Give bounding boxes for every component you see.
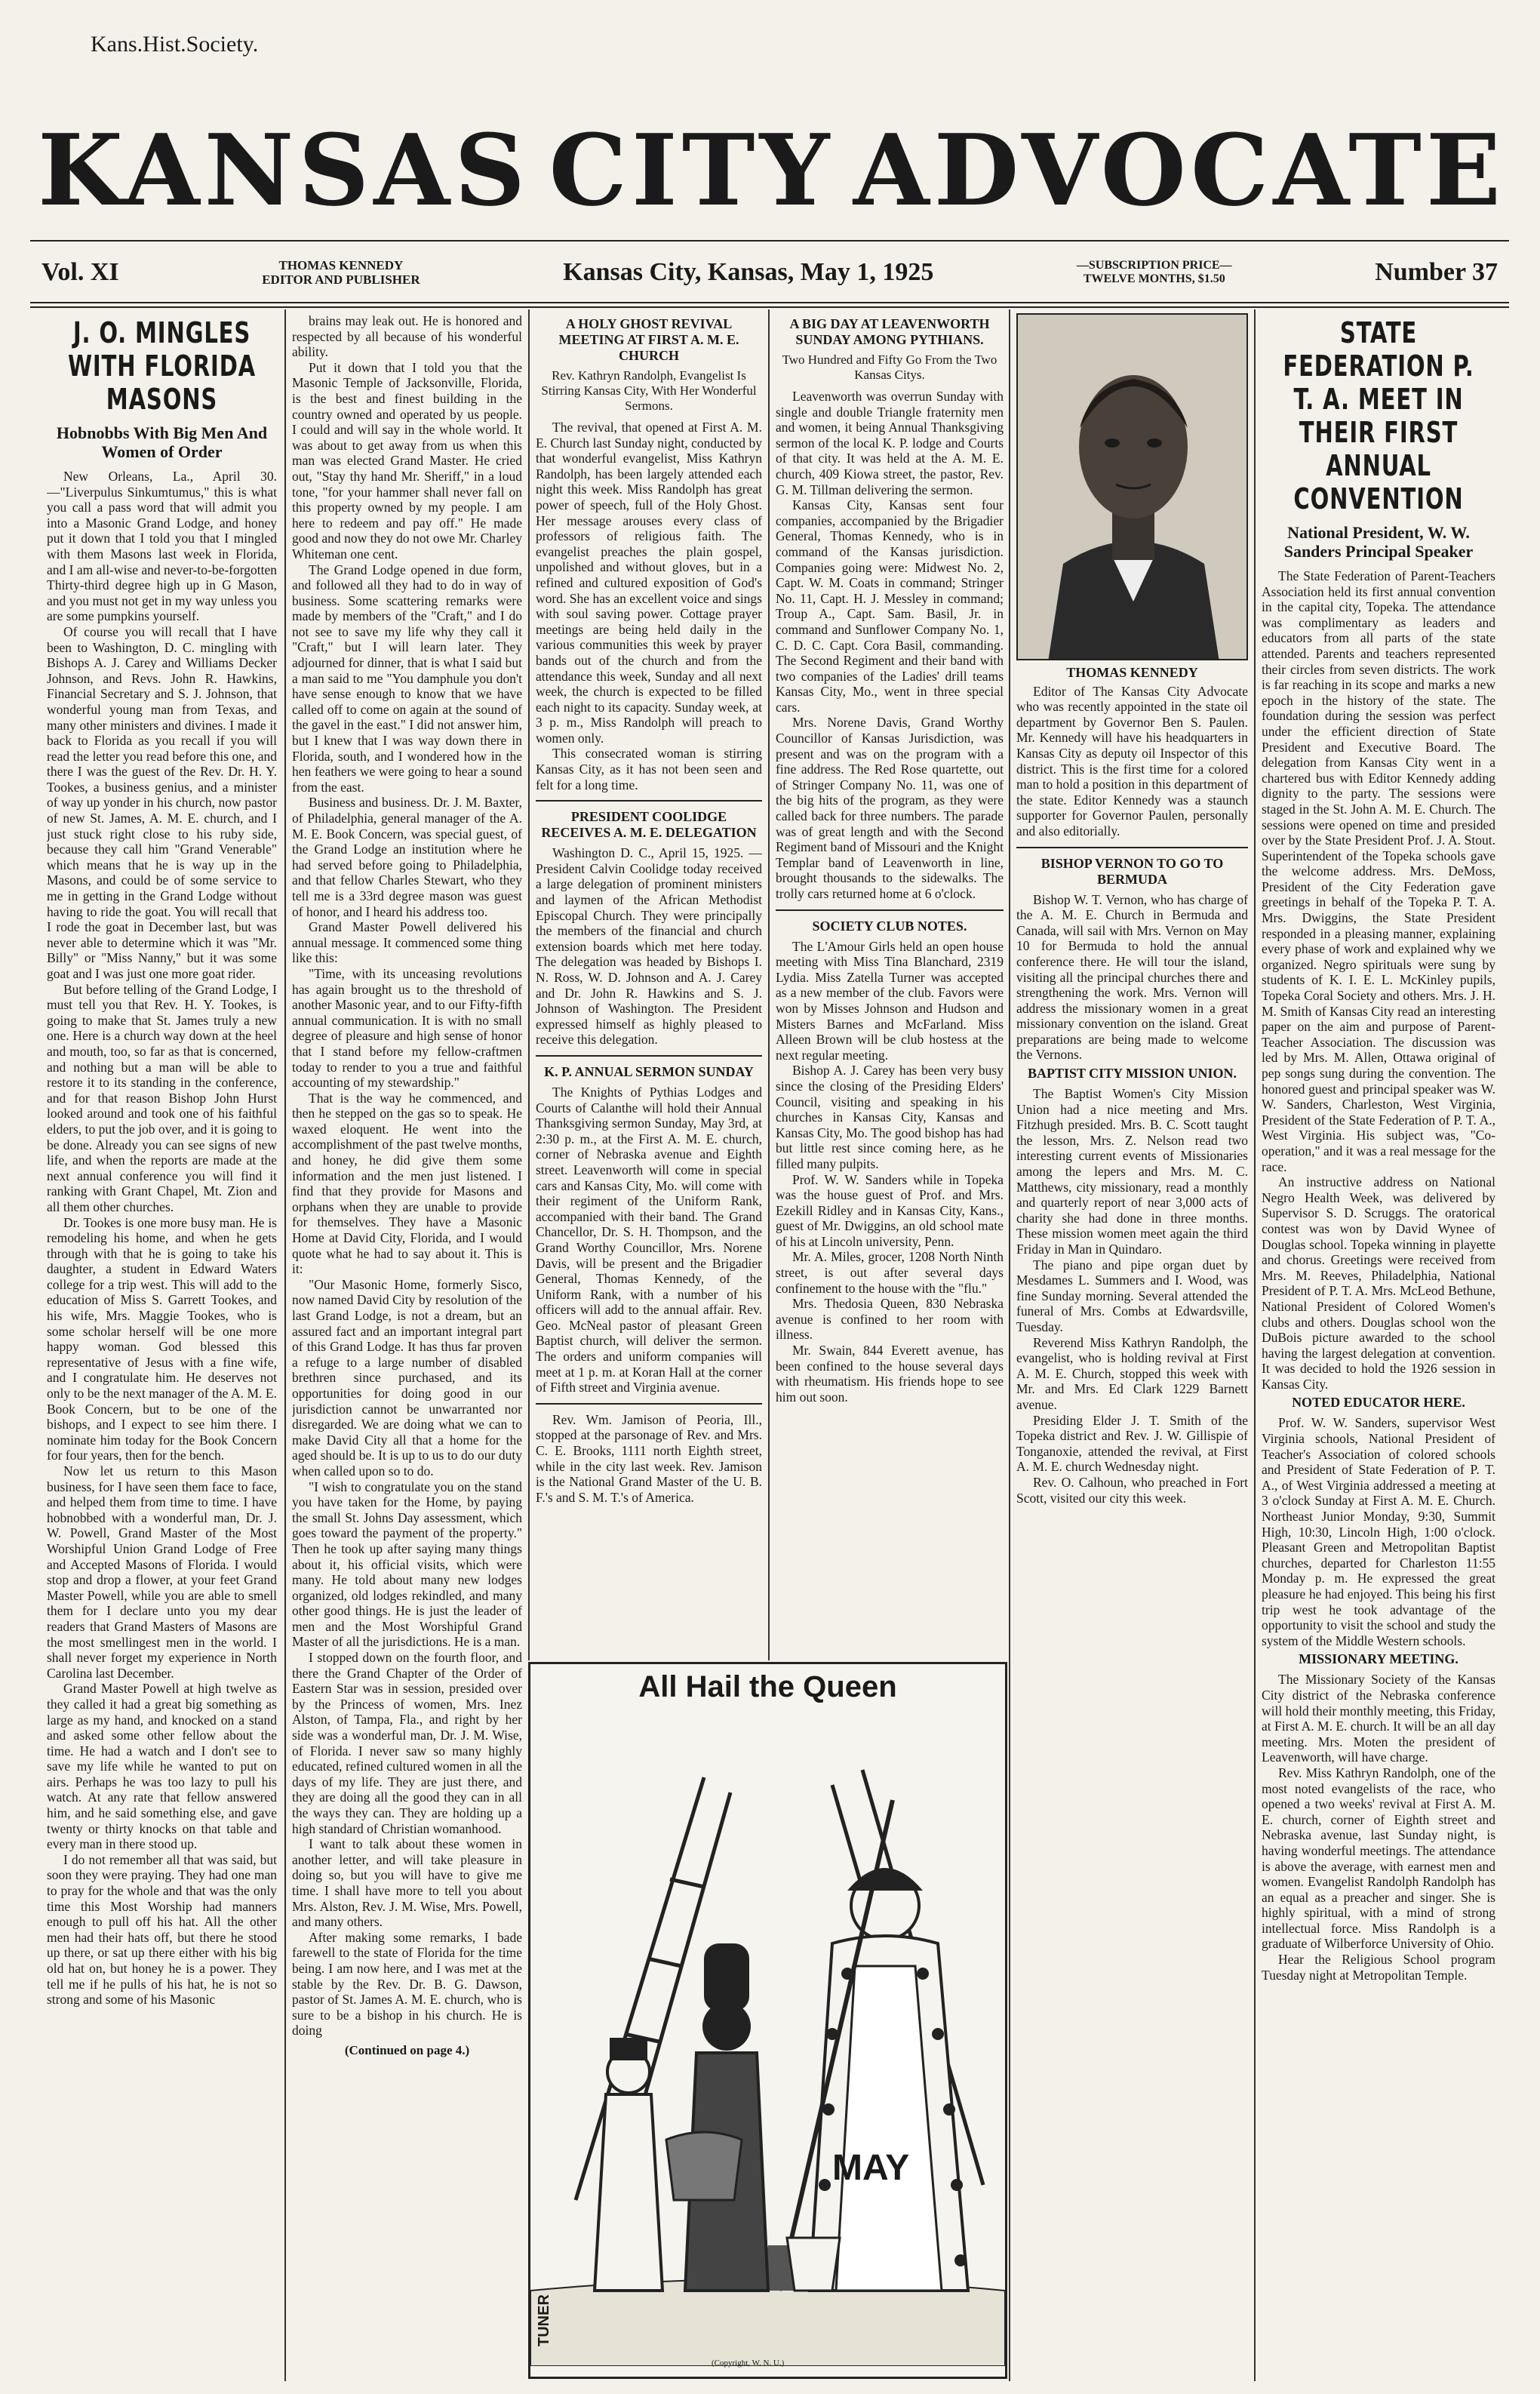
headline-baptist-union: BAPTIST CITY MISSION UNION. bbox=[1027, 1066, 1237, 1082]
masthead-word-kansas: KANSAS bbox=[38, 112, 530, 228]
headline-bishop-vernon: BISHOP VERNON TO GO TO BERMUDA bbox=[1040, 855, 1224, 887]
article-paragraph: I want to talk about these women in another letter, and will take pleasure in doing so, but you will have to give me time. I shall have more to tell you about Mrs. Alston, Rev. J. M. Wise, Mrs. Powell, and many others. bbox=[292, 1836, 522, 1930]
headline-leavenworth: A BIG DAY AT LEAVENWORTH SUNDAY AMONG PYTHIANS. bbox=[789, 316, 990, 347]
article-paragraph: Grand Master Powell delivered his annual message. It commenced some thing like this: bbox=[292, 919, 522, 966]
editor-block bbox=[262, 258, 420, 287]
article-paragraph: The revival, that opened at First A. M. E. Church last Sunday night, conducted by that wonderful evangelist, Miss Kathryn Randolph, has been largely attended each night this week. Miss Randolph has great power of speech, full of the Holy Ghost. Her message arouses every class of professors of religious faith. The evangelist preaches the plain gospel, unpolished and without gloves, but in a refined and cultured exposition of God's word. She has an excellent voice and sings with soul saving power. Cottage prayer meetings are being held daily in the various communities this week by prayer bands out of the church and from the attendance this week, Sunday and all next week, the church is expected to be filled each night to its capacity. Sunday week, at 3 p. m., Miss Randolph will preach to women only. bbox=[536, 420, 762, 746]
article-paragraph: The piano and pipe organ duet by Mesdames L. Summers and I. Wood, was fine Sunday morning. Several attended the funeral of Mrs. Combs at Edwardsville, Tuesday. bbox=[1016, 1257, 1248, 1334]
article-paragraph: Presiding Elder J. T. Smith of the Topeka district and Rev. J. W. Gillispie of Tonganoxie, attended the revival, at First A. M. E. church Wednesday night. bbox=[1016, 1412, 1248, 1475]
editor-name: THOMAS KENNEDY bbox=[278, 258, 404, 272]
article-paragraph: I do not remember all that was said, but soon they were praying. They had one man to pray for the whole and that was the only time this Most Worship had manners enough to pull off his hat. All the other men had their hats off, but there he stood up there, or sat up there either with his big old hat on, but honey he is a power. They tell me if he pulls of his hat, he is not so strong and some of his Masonic bbox=[47, 1851, 277, 2008]
article-paragraph: Prof. W. W. Sanders while in Topeka was the house guest of Prof. and Mrs. Ezekill Ridley and in Kansas City, Kans., guest of Mr. Dwiggins, an old school mate of his at Lincoln university, Penn. bbox=[776, 1171, 1004, 1249]
story-rule bbox=[536, 800, 762, 802]
subhead-revival: Rev. Kathryn Randolph, Evangelist Is Stirring Kansas City, With Her Wonderful Sermons. bbox=[541, 368, 757, 413]
article-paragraph: I stopped down on the fourth floor, and there the Grand Chapter of the Order of Eastern Star was in session, presided over by the Princess of women, Mrs. Inez Alston, of Tampa, Fla., and right by her side was a wonderful man, Dr. J. M. Wise, of Florida. I never saw so many highly educated, refined cultured women in all the days of my life. They are just there, and they are doing all the good they can in all the ways they can. They are holding up a high standard of Christian womanhood. bbox=[292, 1650, 522, 1836]
column-6 bbox=[1262, 313, 1495, 2385]
subscription-block bbox=[1077, 259, 1232, 286]
masthead-word-advocate: ADVOCATE bbox=[853, 112, 1505, 228]
headline-coolidge: PRESIDENT COOLIDGE RECEIVES A. M. E. DELEGATION bbox=[541, 809, 757, 841]
continued-note: (Continued on page 4.) bbox=[344, 2042, 470, 2057]
column-divider bbox=[528, 309, 530, 1660]
article-paragraph: The Knights of Pythias Lodges and Courts of Calanthe will hold their Annual Thanksgiving sermon Sunday, May 3rd, at 2:30 p. m., at the First A. M. E. church, corner of Nebraska avenue and Eighth street. Leavenworth will come in special cars and Kansas City, Mo. will come with their regiment of the Uniform Rank, accompanied with their band. The Grand Chancellor, Dr. S. H. Thompson, and the Grand Worthy Councillor, Mrs. Norene Davis, will be present and the Brigadier General, Thomas Kennedy, of the Uniform Rank, with a number of his officers will add to the annual affair. Rev. Geo. McNeal pastor of pleasant Green Baptist church, will deliver the sermon. The orders and uniform companies will meet at 1 p. m. at Koran Hall at the corner of Fifth street and Virginia avenue. bbox=[536, 1084, 762, 1395]
article-paragraph: Rev. Miss Kathryn Randolph, one of the most noted evangelists of the race, who opened a two weeks' revival at First A. M. E. church, corner of Eighth street and Nebraska avenue, last Sunday night, is having wonderful meetings. The attendance is above the average, with earnest men and women. Evangelist Randolph Randolph has an equal as a preacher and singer. She is highly spiritual, with a mind of strong intellectual force. Miss Randolph is a graduate of Wilberforce University of Ohio. bbox=[1262, 1765, 1495, 1952]
article-paragraph: The State Federation of Parent-Teachers Association held its first annual convention in the capital city, Topeka. The attendance was complimentary as leaders and educators from all parts of the state attended. Parents and teachers represented their circles from seven districts. The work is far reaching in its scope and marks a new epoch in the history of the state. The foundation during the session was perfect under the efficient direction of State President and Executive Board. The delegation from Kansas City went in a chartered bus with Editor Kennedy adding dignity to the party. The sessions were staged in the St. John A. M. E. Church. The sessions were opened on time and presided over by the State President Prof. J. A. Stout. Superintendent of the Topeka schools gave the welcome address. Mrs. DeMoss, President of the City Federation gave greetings in behalf of the Topeka P. T. A. Mrs. Dwiggins, the State President responded in a pleasing manner, explaining every phase of work and explained why we organized. Negro spirituals were sung by students of K. I. E. L. McKinley pupils, Topeka Coral Society and others. Mrs. J. H. M. Smith of Kansas City read an interesting paper on the aim and purpose of Parent-Teacher Association. The discussion was led by Mrs. M. Allen, Ottawa original of pep songs sung during the convention. The honored guest and principal speaker was W. W. Sanders, Charleston, West Virginia, President of the State Federation of P. T. A., West Virginia. His subject was, "Co-operation," and it was a real message for the race. bbox=[1262, 568, 1495, 1174]
article-paragraph: Dr. Tookes is one more busy man. He is remodeling his home, and when he gets through with that he is going to take his daughter, a student in Edward Waters college for a trip west. This will add to the education of Miss S. Garrett Tookes, and his wife, Mrs. Maggie Tookes, who is some scholar herself will be one more happy woman. God blessed this representative of Jesus with a fine wife, and I congratulate him. He deserves not only to be the next manager of the A. M. E. Book Concern, but to be one of the bishops, and I expect to see him there. I nominate him today for the Book Concern for four years, then for the bench. bbox=[47, 1214, 277, 1463]
story-rule bbox=[536, 1055, 762, 1057]
column-1 bbox=[47, 313, 277, 2385]
cartoon-illustration bbox=[530, 1717, 1005, 2366]
article-paragraph: Rev. O. Calhoun, who preached in Fort Scott, visited our city this week. bbox=[1016, 1474, 1248, 1506]
article-paragraph: New Orleans, La., April 30.—"Liverpulus Sinkumtumus," this is what you call a pass word that will admit you into a Masonic Grand Lodge, and honey put it down that I told you that I mingled with them Masons last week in Florida, and I am all-wise and never-to-be-forgotten Thirty-third degree high up in G Mason, and you must not get in my way unless you are some pumpkins yourself. bbox=[47, 469, 277, 624]
subscription-price: TWELVE MONTHS, $1.50 bbox=[1083, 272, 1225, 285]
headline-noted-educator: NOTED EDUCATOR HERE. bbox=[1292, 1395, 1465, 1411]
article-paragraph: Kansas City, Kansas sent four companies, accompanied by the Brigadier General, Thomas Kennedy, who is in command of the Kansas jurisdiction. Companies going were: Midwest No. 2, Capt. W. M. Coats in command; Stringer No. 11, Capt. H. J. Messley in command; Troup A., Capt. Sam. Basil, Jr. in command and Sunflower Company No. 1, C. D. C. Capt. Cora Basil, commanding. The Second Regiment and their band with two companies of the Ladies' drill teams Kansas City, Mo., went in three special cars. bbox=[776, 497, 1004, 715]
issue-number: Number 37 bbox=[1375, 258, 1498, 286]
article-paragraph: Now let us return to this Mason business, for I have seen them face to face, and helped them from time to time. I have hobnobbed with a wonderful man, Dr. J. W. Powell, Grand Master of the Most Worshipful Union Grand Lodge of Free and Accepted Masons of Florida. I would stop and drop a flower, at your feet Grand Master Powell, while you are able to smell them for I declare unto you my dear readers that Grand Masters of Masons are the most smellingest men in the world. I shall never forget my experience in North Carolina last December. bbox=[47, 1463, 277, 1681]
article-paragraph: Leavenworth was overrun Sunday with single and double Triangle fraternity men and women, it being Annual Thanksgiving sermon of the local K. P. lodge and Courts of that city. It was held at the A. M. E. church, 409 Kiowa street, the pastor, Rev. G. M. Tillman delivering the sermon. bbox=[776, 389, 1004, 497]
headline-pta: STATE FEDERATION P. T. A. MEET IN THEIR FIRST ANNUAL CONVENTION bbox=[1283, 316, 1474, 515]
article-paragraph: "Our Masonic Home, formerly Sisco, now named David City by resolution of the last Grand Lodge, is not a dream, but an assured fact and an important integral part of this Grand Lodge. It has thus far proven a refuge to a large number of disabled brethren since purchased, and its opportunities for doing good in our jurisdiction cannot be unwarranted nor disregarded. We are doing what we can to make David City all that a home for the aged should be. It is up to us to do our duty when called upon so to do. bbox=[292, 1276, 522, 1479]
article-paragraph: Mrs. Thedosia Queen, 830 Nebraska avenue is confined to her room with illness. bbox=[776, 1296, 1004, 1343]
library-stamp: Kans.Hist.Society. bbox=[91, 32, 259, 57]
cartoon-copyright: (Copyright, W. N. U.) bbox=[712, 2359, 785, 2368]
article-paragraph: This consecrated woman is stirring Kansas City, as it has not been seen and felt for a long time. bbox=[536, 746, 762, 792]
article-paragraph: Hear the Religious School program Tuesday night at Metropolitan Temple. bbox=[1262, 1952, 1495, 1983]
article-paragraph: Of course you will recall that I have been to Washington, D. C. mingling with Bishops A. J. Carey and Williams Decker Johnson, and Revs. John R. Hawkins, Financial Secretary and S. J. Johnson, that wonderful young man from Texas, and many other ministers and divines. I made it back to Florida as you recall if you will read the letter you read before this one, and there I was the guest of the Rev. Dr. H. Y. Tookes, a business genius, and a minister of way up yonder in his church, now pastor of new St. James, A. M. E. church, and I just stuck right close to his ruby side, because they call him "Grand Venerable" which means that he is way up in the Masons, and could be of some service to me in getting in the Grand Lodge without having to ride the goat. You will recall that I rode the goat in December last, but was never able to determine which it was "Mr. Billy" or "Miss Nanny," but it was some goat and I was just one more goat rider. bbox=[47, 623, 277, 981]
subscription-heading: —SUBSCRIPTION PRICE— bbox=[1076, 259, 1232, 272]
story-rule bbox=[536, 1403, 762, 1405]
cartoon-may-label: MAY bbox=[832, 2148, 910, 2188]
article-paragraph: Bishop A. J. Carey has been very busy since the closing of the Presiding Elders' Council, visiting and speaking in his churches in Kansas City, Kansas and Kansas City, Mo. The good bishop has had but little rest since coming here, as he filled many pulpits. bbox=[776, 1063, 1004, 1171]
column-divider bbox=[284, 309, 286, 2381]
story-rule bbox=[1016, 847, 1248, 848]
column-2 bbox=[292, 313, 522, 2385]
article-paragraph: Business and business. Dr. J. M. Baxter, of Philadelphia, general manager of the A. M. E. Book Concern, was special guest, of the Grand Lodge an institution where he had served before going to Philadelphia, and that fellow Charles Stewart, who they tell me is a 33rd degree mason was guest of honor, and I heard his address too. bbox=[292, 795, 522, 919]
cartoon-title: All Hail the Queen bbox=[638, 1670, 897, 1703]
article-paragraph: Washington D. C., April 15, 1925. —President Calvin Coolidge today received a large delegation of prominent ministers and laymen of the African Methodist Episcopal Church. They were principally the members of the financial and church extension boards which met here today. The delegation was headed by Bishops I. N. Ross, W. D. Johnson and A. J. Carey and Dr. John R. Hawkins and S. J. Johnson of Washington. The President expressed himself as highly pleased to receive this delegation. bbox=[536, 845, 762, 1048]
deck-masons: Hobnobbs With Big Men And Women of Order bbox=[56, 423, 268, 461]
issue-info-rule bbox=[30, 302, 1509, 308]
article-paragraph: Rev. Wm. Jamison of Peoria, Ill., stopped at the parsonage of Rev. and Mrs. C. E. Brooks, 1111 north Eighth street, while in the city last week. Rev. Jamison is the National Grand Master of the U. B. F.'s and S. M. T.'s of America. bbox=[536, 1411, 762, 1505]
portrait-photo bbox=[1016, 313, 1248, 660]
issue-info-bar bbox=[41, 249, 1498, 296]
headline-kp-sermon: K. P. ANNUAL SERMON SUNDAY bbox=[544, 1063, 754, 1079]
headline-society: SOCIETY CLUB NOTES. bbox=[812, 918, 967, 934]
column-divider bbox=[768, 309, 770, 1660]
article-paragraph: The Missionary Society of the Kansas City district of the Nebraska conference will hold their monthly meeting, this Friday, at First A. M. E. church. It will be an all day meeting. Mrs. Moten the president of Leavenworth, will have charge. bbox=[1262, 1672, 1495, 1765]
portrait-caption: THOMAS KENNEDY bbox=[1066, 665, 1198, 680]
masthead-word-city: CITY bbox=[549, 112, 835, 228]
article-paragraph: "I wish to congratulate you on the stand you have taken for the Home, by paying the small St. Johns Day assessment, which goes toward the payment of the property." Then he took up after saying many things about it, his official visits, which were many. He told about many new lodges organized, old lodges rekindled, and many other good things. He is just the leader of men and the Most Worshipful Grand Master of all the jurisdictions. He is a man. bbox=[292, 1479, 522, 1650]
subhead-leavenworth: Two Hundred and Fifty Go From the Two Kansas Citys. bbox=[782, 352, 997, 382]
volume-label: Vol. XI bbox=[41, 258, 119, 286]
article-paragraph: That is the way he commenced, and then he stepped on the gas so to speak. He waxed eloquent. He went into the accomplishment of the past twelve months, and honey, he did give them some information and the men just listened. I find that they provide for Masons and orphans when they are unable to provide for themselves. They have a Masonic Home at David City, Florida, and I would quote what he had to say about it. This is it: bbox=[292, 1090, 522, 1277]
portrait-illustration bbox=[1018, 315, 1248, 660]
column-4 bbox=[776, 313, 1004, 1657]
column-5 bbox=[1016, 313, 1248, 2385]
masthead-rule bbox=[30, 240, 1509, 242]
editor-title: EDITOR AND PUBLISHER bbox=[262, 272, 420, 287]
article-paragraph: After making some remarks, I bade farewell to the state of Florida for the time being. I am now here, and I was met at the stable by the Rev. Dr. B. G. Dawson, pastor of St. James A. M. E. church, who is sure to be a bishop in his church. He is doing bbox=[292, 1929, 522, 2039]
article-paragraph: The L'Amour Girls held an open house meeting with Miss Tina Blanchard, 2319 Lydia. Miss Zatella Turner was accepted as a new member of the club. Favors were won by Misses Johnson and Hudson and Misters Barnes and McFarland. Miss Alleen Brown will be club hostess at the next regular meeting. bbox=[776, 938, 1004, 1063]
article-paragraph: Grand Master Powell at high twelve as they called it had a great big something as large as my hand, and knocked on a stand and asked some other fellow about the time. He had a watch and I don't see to save my life while he wanted to put on airs. Perhaps he was too lazy to pull his watch. At any rate that fellow answered him, and he said something else, and gave twenty or thirty knocks on that table and every man in there stood up. bbox=[47, 1681, 277, 1852]
article-paragraph: Prof. W. W. Sanders, supervisor West Virginia schools, National President of Teacher's Association of colored schools and President of State Federation of P. T. A., of West Virginia addressed a meeting at 3 o'clock Sunday at First A. M. E. Church. Northeast Junior Monday, 9:30, Summit High, 10:30, Lincoln High, 1:00 o'clock. Pleasant Green and Metropolitan Baptist churches, departed for Charleston 11:55 Monday p. m. He expressed the great pleasure he had enjoyed. This being his first trip west he took advantage of the opportunity to visit the school and study the system of the Middle Western schools. bbox=[1262, 1415, 1495, 1648]
column-3 bbox=[536, 313, 762, 1657]
story-rule bbox=[776, 909, 1004, 911]
column-divider bbox=[1009, 309, 1010, 2381]
article-paragraph: The Grand Lodge opened in due form, and followed all they had to do in way of business. Some scattering remarks were made by members of the "Craft," and I do not see to save my life why they call it "Craft," but I will learn later. They adjourned for dinner, that is what I said but a man said to me "You damphule you don't have sense enough to know that we have called off to come on again at the sound of the gavel in the east." I did not answer him, but I knew that I was way down there in Florida, south, and I wondered how in the hen feathers we were going to hear a sound from the east. bbox=[292, 562, 522, 795]
article-paragraph: Bishop W. T. Vernon, who has charge of the A. M. E. Church in Bermuda and Canada, will sail with Mrs. Vernon on May 10 for Bermuda to hold the annual conference there. He will tour the island, visiting all the principal churches there and strengthening the work. Mrs. Vernon will address the missionary women in a great missionary convention on the island. Great preparations are being made to welcome the Vernons. bbox=[1016, 891, 1248, 1063]
cartoon-signature: TUNER bbox=[536, 2294, 552, 2346]
article-paragraph: "Time, with its unceasing revolutions has again brought us to the threshold of another Masonic year, and to our Fifty-fifth annual communication. It is with no small degree of pleasure and high sense of honor that I stand before my fellow-craftmen today to render to you a true and faithful accounting of my stewardship." bbox=[292, 965, 522, 1091]
article-paragraph: Mr. A. Miles, grocer, 1208 North Ninth street, is out after several days confinement to the house with the "flu." bbox=[776, 1249, 1004, 1296]
headline-revival: A HOLY GHOST REVIVAL MEETING AT FIRST A. M. E. CHURCH bbox=[558, 316, 739, 363]
headline-missionary: MISSIONARY MEETING. bbox=[1299, 1651, 1459, 1667]
cartoon-panel bbox=[528, 1662, 1007, 2379]
deck-pta: National President, W. W. Sanders Principal Speaker bbox=[1283, 523, 1474, 561]
article-paragraph: Reverend Miss Kathryn Randolph, the evangelist, who is holding revival at First A. M. E. Church, stopped this week with Mr. and Mrs. Ed Clark 1229 Barnett avenue. bbox=[1016, 1334, 1248, 1412]
headline-masons: J. O. MINGLES WITH FLORIDA MASONS bbox=[67, 316, 257, 416]
article-paragraph: But before telling of the Grand Lodge, I must tell you that Rev. H. Y. Tookes, is going to make that St. James truly a new one. Here is a church way down at the heel and mouth, too, so far as that is concerned, and nothing but a man will be able to restore it to its standing in the conference, and for that reason Bishop John Hurst looked around and took one of his faithful elders, to put the job over, and it is going to be done. Already you can see signs of new life, and when the reports are made at the next annual conference you will find it ranking with Grant Chapel, Mt. Zion and all them other churches. bbox=[47, 981, 277, 1214]
masthead bbox=[38, 113, 1505, 226]
article-paragraph: Mr. Swain, 844 Everett avenue, has been confined to the house several days with rheumatism. His friends hope to see him out soon. bbox=[776, 1343, 1004, 1405]
article-paragraph: The Baptist Women's City Mission Union had a nice meeting and Mrs. Fitzhugh presided. Mrs. B. C. Scott taught the lesson, Mrs. Z. Nelson read two interesting current events of Missionaries among the lepers and Mrs. M. C. Matthews, city missionary, read a monthly and quarterly report of near 3,000 acts of charity she had done in three months. These mission women meet again the third Friday in Man in Quindaro. bbox=[1016, 1086, 1248, 1257]
article-paragraph: Mrs. Norene Davis, Grand Worthy Councillor of Kansas Jurisdiction, was present and was on the program with a fine address. The Red Rose quartette, out of Stringer Company No. 11, was one of the big hits of the program, as they were called back for three numbers. The parade was of great length and with the Second Regiment band of Missouri and the Knight Templar band of Leavenworth in line, brought thousands to the sidewalks. The trolly cars returned home at 6 o'clock. bbox=[776, 715, 1004, 901]
article-paragraph: Put it down that I told you that the Masonic Temple of Jacksonville, Florida, is the best and finest building in the country owned and operated by us people. I could and will say in the whole world. It was about to get away from us when this man was elected Grand Master. He cried out, "Stay thy hand Mr. Sheriff," in a loud tone, "for your hammer shall never fall on this property owned by my people. I am here to redeem and pay off." He made good and now they do not owe Mr. Charley Whiteman one cent. bbox=[292, 359, 522, 562]
caption-text: Editor of The Kansas City Advocate who was recently appointed in the state oil department by Governor Ben S. Paulen. Mr. Kennedy will have his headquarters in Kansas City as deputy oil Inspector of this district. This is the first time for a colored man to hold a position in this department of the state. Editor Kennedy was a staunch supporter for Governor Paulen, personally and also editorially. bbox=[1016, 683, 1248, 839]
article-paragraph: An instructive address on National Negro Health Week, was delivered by Supervisor S. D. Scruggs. The oratorical contest was won by David Wynee of Douglas school. Topeka winning in playette and chorus. Greetings were received from Mrs. M. Reeves, Philadelphia, National President of P. T. A. Mrs. McLeod Bethune, National President of Colored Women's clubs and others. Douglas school won the DuBois picture awarded to the school having the largest delegation at convention. It was decided to hold the 1926 session in Kansas City. bbox=[1262, 1174, 1495, 1392]
place-date: Kansas City, Kansas, May 1, 1925 bbox=[563, 258, 934, 286]
article-paragraph: brains may leak out. He is honored and respected by all because of his wonderful ability. bbox=[292, 313, 522, 360]
column-divider bbox=[1254, 309, 1256, 2381]
